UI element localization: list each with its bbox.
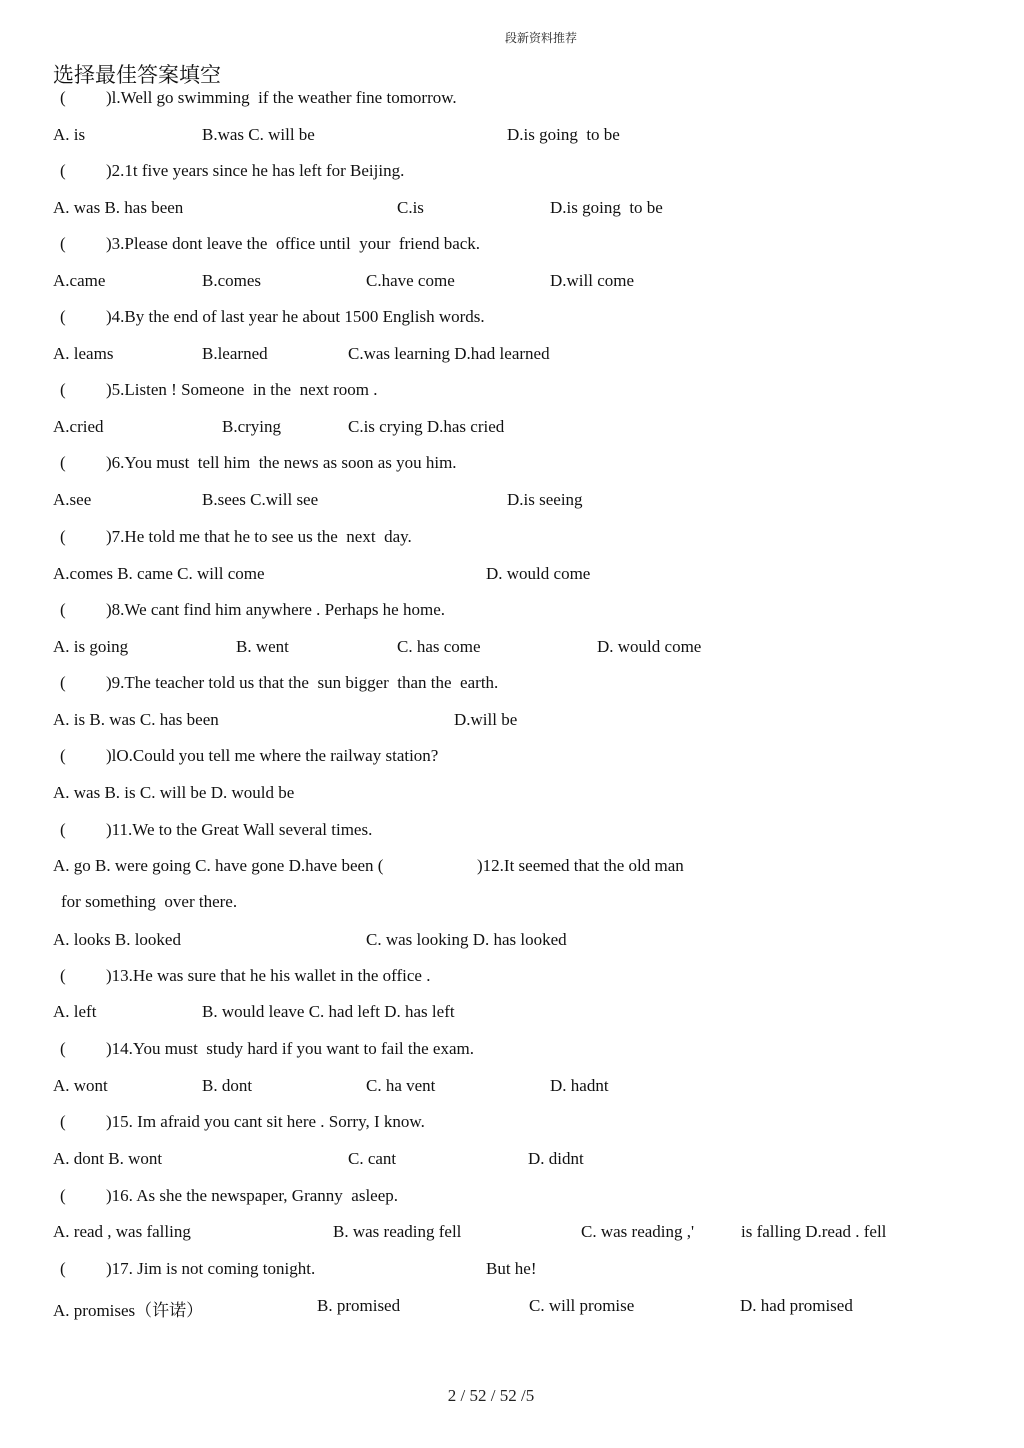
text-segment: (	[60, 966, 66, 985]
text-segment: )lO.Could you tell me where the railway station?	[106, 746, 439, 765]
text-segment: (	[60, 820, 66, 839]
text-segment: A. dont B. wont	[53, 1149, 163, 1168]
text-segment: C. was reading ,'	[581, 1222, 695, 1241]
text-segment: )7.He told me that he to see us the next day.	[106, 527, 412, 546]
text-segment: A. wont	[53, 1076, 108, 1095]
text-segment: B. would leave C. had left D. has left	[202, 1002, 455, 1021]
text-segment: B. promised	[317, 1296, 401, 1315]
text-segment: (	[60, 527, 66, 546]
text-segment: for something over there.	[61, 892, 238, 911]
text-segment: )8.We cant find him anywhere . Perhaps he home.	[106, 600, 445, 619]
text-segment: (	[60, 453, 66, 472]
text-segment: )16. As she the newspaper, Granny asleep.	[106, 1186, 399, 1205]
text-segment: C. was looking D. has looked	[366, 930, 567, 949]
text-segment: (	[60, 1259, 66, 1278]
text-segment: (	[60, 234, 66, 253]
text-segment: )3.Please dont leave the office until your friend back.	[106, 234, 481, 253]
text-segment: )12.It seemed that the old man	[477, 856, 684, 875]
text-segment: B. went	[236, 637, 289, 656]
text-segment: (	[60, 1112, 66, 1131]
text-segment: A.see	[53, 490, 92, 509]
text-segment: B.sees C.will see	[202, 490, 319, 509]
text-segment: B.crying	[222, 417, 282, 436]
page-header: 段新资料推荐	[504, 31, 577, 45]
text-segment: )13.He was sure that he his wallet in the office .	[106, 966, 431, 985]
text-segment: D.will be	[454, 710, 518, 729]
text-segment: (	[60, 673, 66, 692]
text-segment: A. left	[53, 1002, 97, 1021]
text-segment: D. didnt	[528, 1149, 584, 1168]
text-segment: is falling D.read . fell	[741, 1222, 887, 1241]
text-segment: B.learned	[202, 344, 268, 363]
text-segment: A. is	[53, 125, 86, 144]
text-segment: A. looks B. looked	[53, 930, 181, 949]
text-segment: D.is going to be	[507, 125, 620, 144]
text-segment: A. is going	[53, 637, 129, 656]
text-segment: A. was B. has been	[53, 198, 184, 217]
text-segment: A. was B. is C. will be D. would be	[53, 783, 295, 802]
text-segment: D.is seeing	[507, 490, 583, 509]
text-segment: C.have come	[366, 271, 455, 290]
text-segment: (	[60, 380, 66, 399]
text-segment: D. had promised	[740, 1296, 853, 1315]
text-segment: A.comes B. came C. will come	[53, 564, 265, 583]
text-segment: D. would come	[486, 564, 591, 583]
text-segment: D. would come	[597, 637, 702, 656]
text-segment: D.is going to be	[550, 198, 663, 217]
page-footer: 2 / 52 / 52 /5	[447, 1386, 535, 1405]
text-segment: (	[60, 88, 66, 107]
text-segment: D.will come	[550, 271, 635, 290]
text-segment: A. leams	[53, 344, 114, 363]
text-segment: )15. Im afraid you cant sit here . Sorry, I know.	[106, 1112, 425, 1131]
text-segment: C.is	[397, 198, 424, 217]
text-segment: B. dont	[202, 1076, 253, 1095]
text-segment: A. promises（许诺）	[53, 1301, 204, 1320]
text-segment: (	[60, 307, 66, 326]
text-segment: )9.The teacher told us that the sun bigger than the earth.	[106, 673, 499, 692]
text-segment: )14.You must study hard if you want to fail the exam.	[106, 1039, 474, 1058]
text-segment: (	[60, 746, 66, 765]
text-segment: (	[60, 161, 66, 180]
text-segment: (	[60, 1186, 66, 1205]
text-segment: A.cried	[53, 417, 104, 436]
text-segment: B.comes	[202, 271, 262, 290]
text-segment: (	[60, 600, 66, 619]
text-segment: C.is crying D.has cried	[348, 417, 505, 436]
text-segment: (	[60, 1039, 66, 1058]
text-segment: A.came	[53, 271, 106, 290]
text-segment: )11.We to the Great Wall several times.	[106, 820, 373, 839]
text-segment: )6.You must tell him the news as soon as you him.	[106, 453, 457, 472]
text-segment: C. will promise	[529, 1296, 635, 1315]
text-segment: A. read , was falling	[53, 1222, 191, 1241]
text-segment: )l.Well go swimming if the weather fine tomorrow.	[106, 88, 457, 107]
text-segment: C.was learning D.had learned	[348, 344, 550, 363]
text-segment: D. hadnt	[550, 1076, 609, 1095]
text-segment: B. was reading fell	[333, 1222, 462, 1241]
section-title: 选择最佳答案填空	[53, 63, 221, 87]
text-segment: A. is B. was C. has been	[53, 710, 219, 729]
text-segment: But he!	[486, 1259, 537, 1278]
text-segment: A. go B. were going C. have gone D.have been (	[53, 856, 384, 875]
text-segment: C. has come	[397, 637, 481, 656]
text-segment: )4.By the end of last year he about 1500 English words.	[106, 307, 485, 326]
text-segment: )5.Listen ! Someone in the next room .	[106, 380, 378, 399]
text-segment: )17. Jim is not coming tonight.	[106, 1259, 316, 1278]
text-segment: C. ha vent	[366, 1076, 436, 1095]
text-segment: B.was C. will be	[202, 125, 315, 144]
text-segment: )2.1t five years since he has left for Beijing.	[106, 161, 405, 180]
text-segment: C. cant	[348, 1149, 397, 1168]
